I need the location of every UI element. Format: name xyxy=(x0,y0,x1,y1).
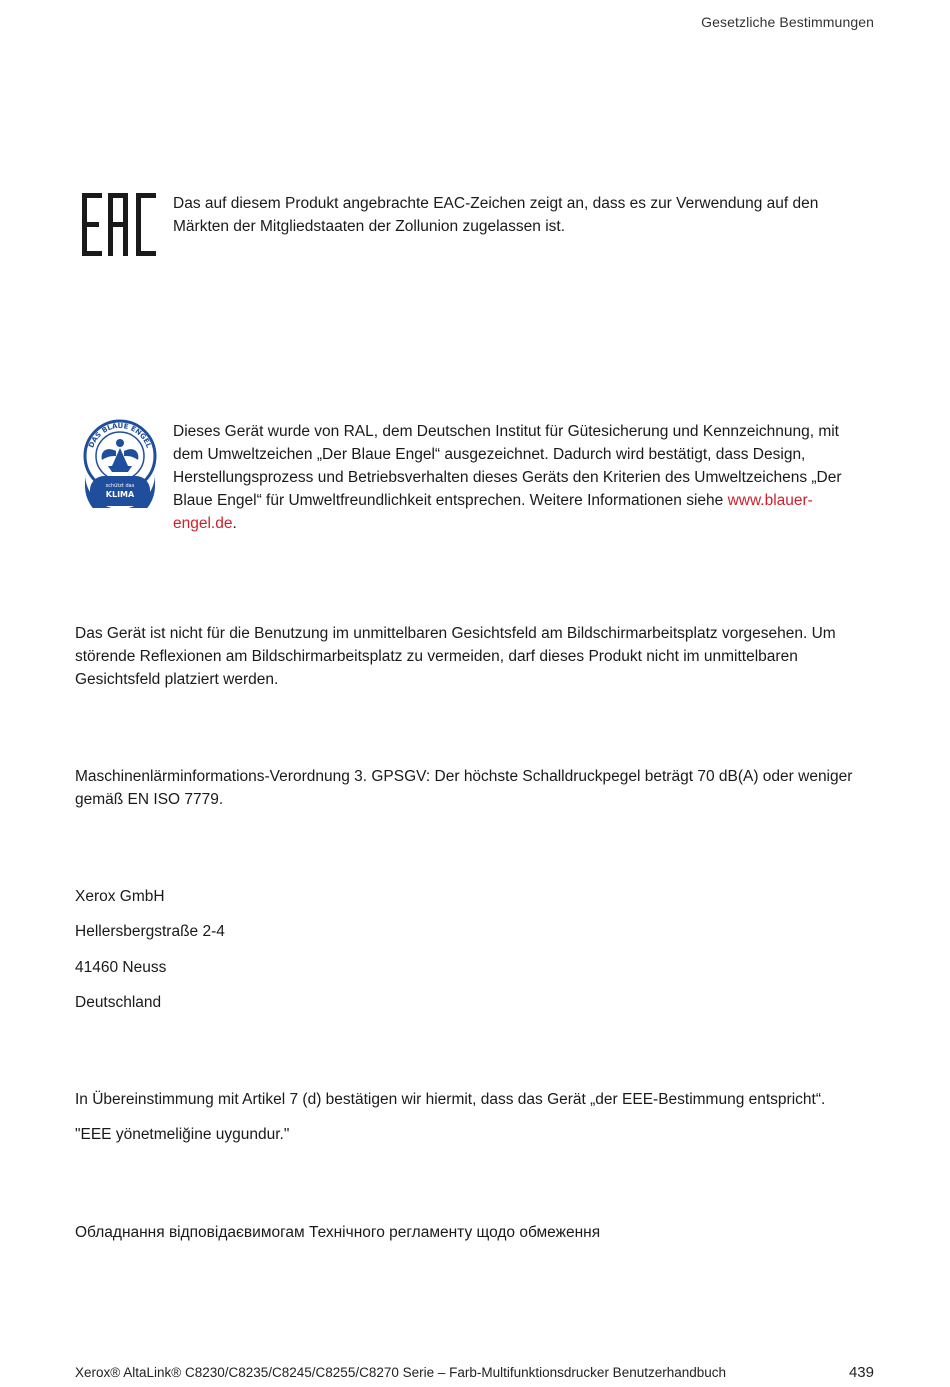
address-country: Deutschland xyxy=(75,994,162,1011)
ukraine-compliance-text: Обладнання відповідаєвимогам Технічного регламенту щодо обмеження xyxy=(75,1224,601,1241)
angel-logo-small-text: schützt das xyxy=(105,483,135,489)
eac-description: Das auf diesem Produkt angebrachte EAC-Zeichen zeigt an, dass es zur Verwendung auf den Märkten der Mitgliedstaaten der Zollunion zugelassen ist. xyxy=(173,195,819,235)
eac-mark-icon xyxy=(82,193,158,256)
eee-compliance-de: In Übereinstimmung mit Artikel 7 (d) bestätigen wir hiermit, dass das Gerät „der EEE-Bestimmung entspricht“. xyxy=(75,1091,826,1108)
angel-logo-top-text: DAS BLAUE ENGEL xyxy=(87,421,153,450)
blauer-engel-link[interactable]: www.blauer-engel.de xyxy=(173,492,813,532)
eee-compliance-tr: "EEE yönetmeliğine uygundur." xyxy=(75,1126,290,1143)
page-number: 439 xyxy=(848,1364,874,1381)
blue-angel-icon xyxy=(82,418,158,508)
address-street: Hellersbergstraße 2-4 xyxy=(75,923,225,940)
footer-title: Xerox® AltaLink® C8230/C8235/C8245/C8255/C8270 Serie – Farb-Multifunktionsdrucker Benutzerhandbuch xyxy=(75,1365,727,1380)
running-header: Gesetzliche Bestimmungen xyxy=(701,14,874,30)
noise-regulation-text: Maschinenlärminformations-Verordnung 3. GPSGV: Der höchste Schalldruckpegel beträgt 70 dB(A) oder weniger gemäß EN ISO 7779. xyxy=(75,768,853,808)
blue-angel-text-end: . xyxy=(232,515,237,532)
address-company: Xerox GmbH xyxy=(75,888,165,905)
blue-angel-description xyxy=(173,420,865,535)
address-city: 41460 Neuss xyxy=(75,959,167,976)
screen-workplace-text: Das Gerät ist nicht für die Benutzung im unmittelbaren Gesichtsfeld am Bildschirmarbeitsplatz vorgesehen. Um störende Reflexionen am Bildschirmarbeitsplatz zu vermeiden, darf dieses Produkt nicht im unmittelbaren Gesichtsfeld platziert werden. xyxy=(75,625,836,688)
angel-logo-klima-text: KLIMA xyxy=(105,490,135,499)
blue-angel-text: Dieses Gerät wurde von RAL, dem Deutschen Institut für Gütesicherung und Kennzeichnung, mit dem Umweltzeichen „Der Blaue Engel“ ausgezeichnet. Dadurch wird bestätigt, dass Design, Herstellungsprozess und Betriebsverhalten dieses Geräts den Kriterien des Umweltzeichens „Der Blaue Engel“ für Umweltfreundlichkeit entsprechen. Weitere Informationen siehe xyxy=(173,423,842,509)
